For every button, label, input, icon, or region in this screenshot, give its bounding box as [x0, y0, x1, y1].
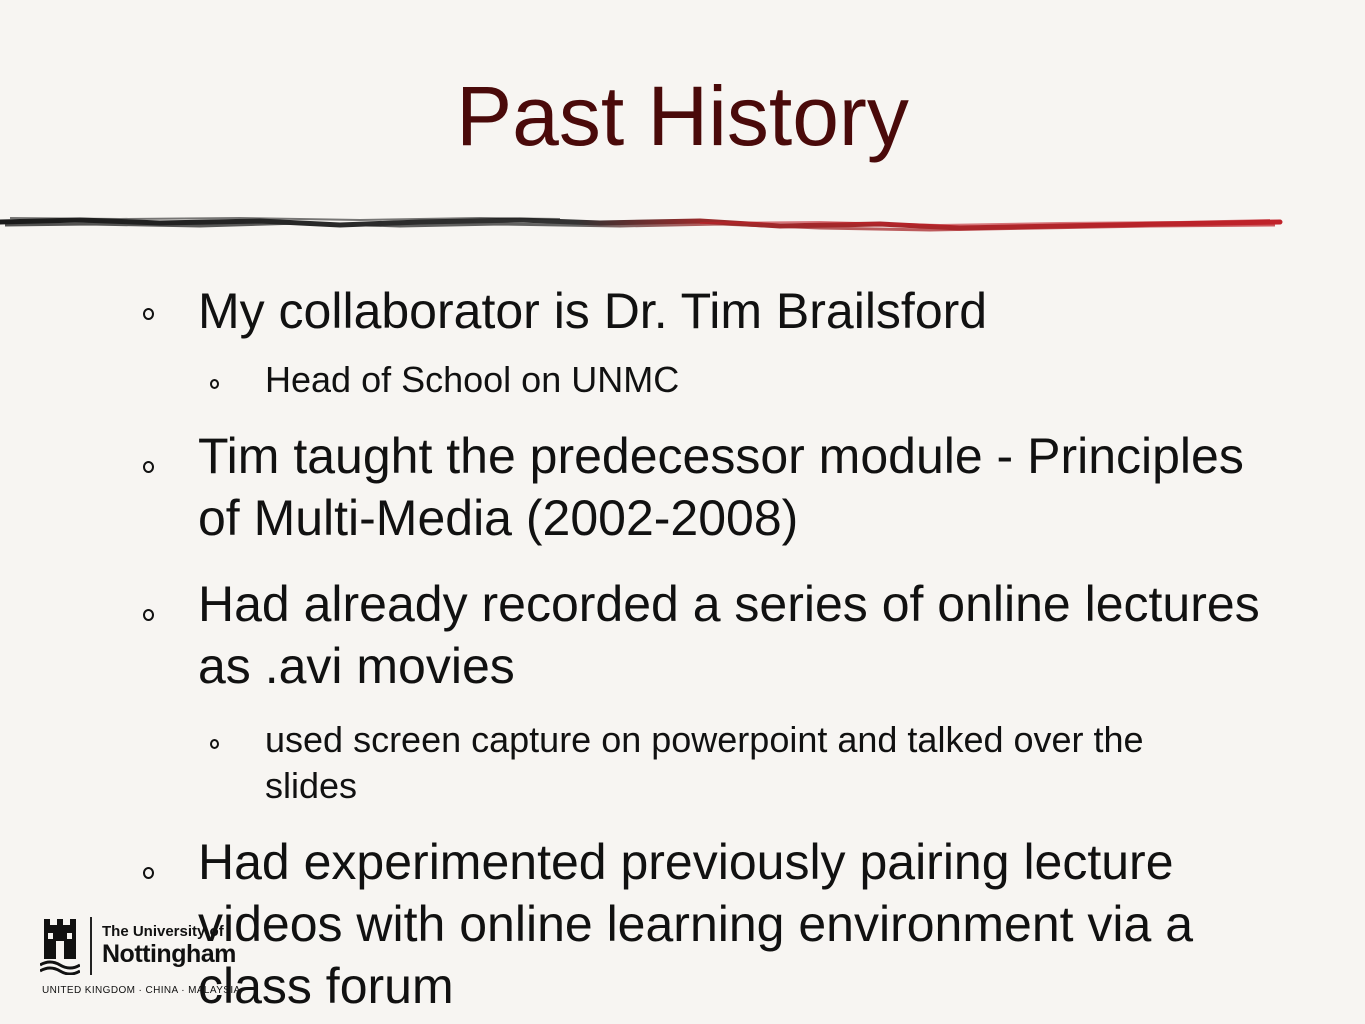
- bullet-circle-icon: [143, 609, 154, 621]
- bullet-text: Head of School on UNMC: [265, 359, 680, 400]
- castle-crest-icon: [40, 919, 80, 975]
- logo-line-3: UNITED KINGDOM · CHINA · MALAYSIA: [42, 985, 241, 996]
- logo-line-1: The University of: [102, 923, 224, 940]
- logo-divider: [90, 917, 92, 975]
- bullet-text: used screen capture on powerpoint and talked over the slides: [265, 719, 1144, 806]
- bullet-text: Had experimented previously pairing lecture videos with online learning environment via a class forum: [198, 834, 1194, 1014]
- bullet-text: Tim taught the predecessor module - Principles of Multi-Media (2002-2008): [198, 428, 1244, 546]
- bullet-circle-icon: [210, 379, 219, 389]
- title-divider-rule: [0, 208, 1290, 240]
- bullet-circle-icon: [143, 461, 154, 473]
- slide-title: Past History: [456, 69, 909, 163]
- bullet-circle-icon: [143, 867, 154, 879]
- logo-line-2: Nottingham: [102, 940, 236, 968]
- bullet-text: My collaborator is Dr. Tim Brailsford: [198, 283, 988, 339]
- bullet-circle-icon: [143, 308, 154, 320]
- university-logo: [40, 915, 240, 1005]
- bullet-text: Had already recorded a series of online lectures as .avi movies: [198, 576, 1260, 694]
- bullet-circle-icon: [210, 739, 219, 749]
